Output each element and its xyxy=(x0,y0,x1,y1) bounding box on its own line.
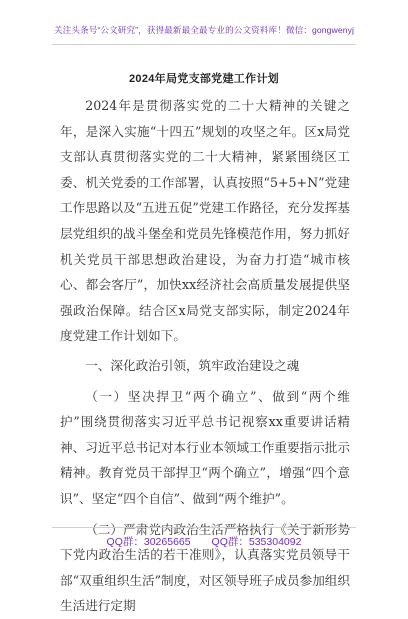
section-heading: 一、深化政治引领，筑牢政治建设之魂 xyxy=(85,357,300,373)
intro-paragraph: 2024年是贯彻落实党的二十大精神的关键之年，是深入实施“十四五”规划的攻坚之年。区x局党支部认真贯彻落实党的二十大精神，紧紧围绕区工委、机关党委的工作部署，认真按照“5+5+N”党建工作思路以及“五进五促”党建工作路径，充分发挥基层党组织的战斗堡垒和党员先锋模范作用，努力抓好机关党员干部思想政治建设，为奋力打造“城市核心、都会客厅”，加快xx经济社会高质量发展提供坚强政治保障。结合区x局党支部实际，制定2024年度党建工作计划如下。 xyxy=(60,98,350,344)
footer-qq-group-2: QQ群：535304092 xyxy=(211,536,302,548)
footer-divider xyxy=(52,527,356,528)
document-title: 2024年局党支部党建工作计划 xyxy=(129,73,279,85)
header-banner: 关注头条号“公文研究”，获得最新最全最专业的公文资料库！微信：gongwenyj xyxy=(53,25,355,35)
header-divider xyxy=(52,44,356,45)
body-paragraph: （二）严肃党内政治生活严格执行《关于新形势下党内政治生活的若干准则》，认真落实党员领导干部“双重组织生活”制度，对区领导班子成员参加组织生活进行定期 xyxy=(60,521,350,614)
footer xyxy=(0,534,408,549)
body-paragraph: （一）坚决捍卫“两个确立”、做到“两个维护”围绕贯彻落实习近平总书记视察xx重要讲话精神、习近平总书记对本行业本领域工作重要指示批示精神。教育党员干部捍卫“两个确立”，增强“四个意识”、坚定“四个自信”、做到“两个维护”。 xyxy=(60,388,350,506)
footer-qq-group-1: QQ群：30265665 xyxy=(106,536,191,548)
